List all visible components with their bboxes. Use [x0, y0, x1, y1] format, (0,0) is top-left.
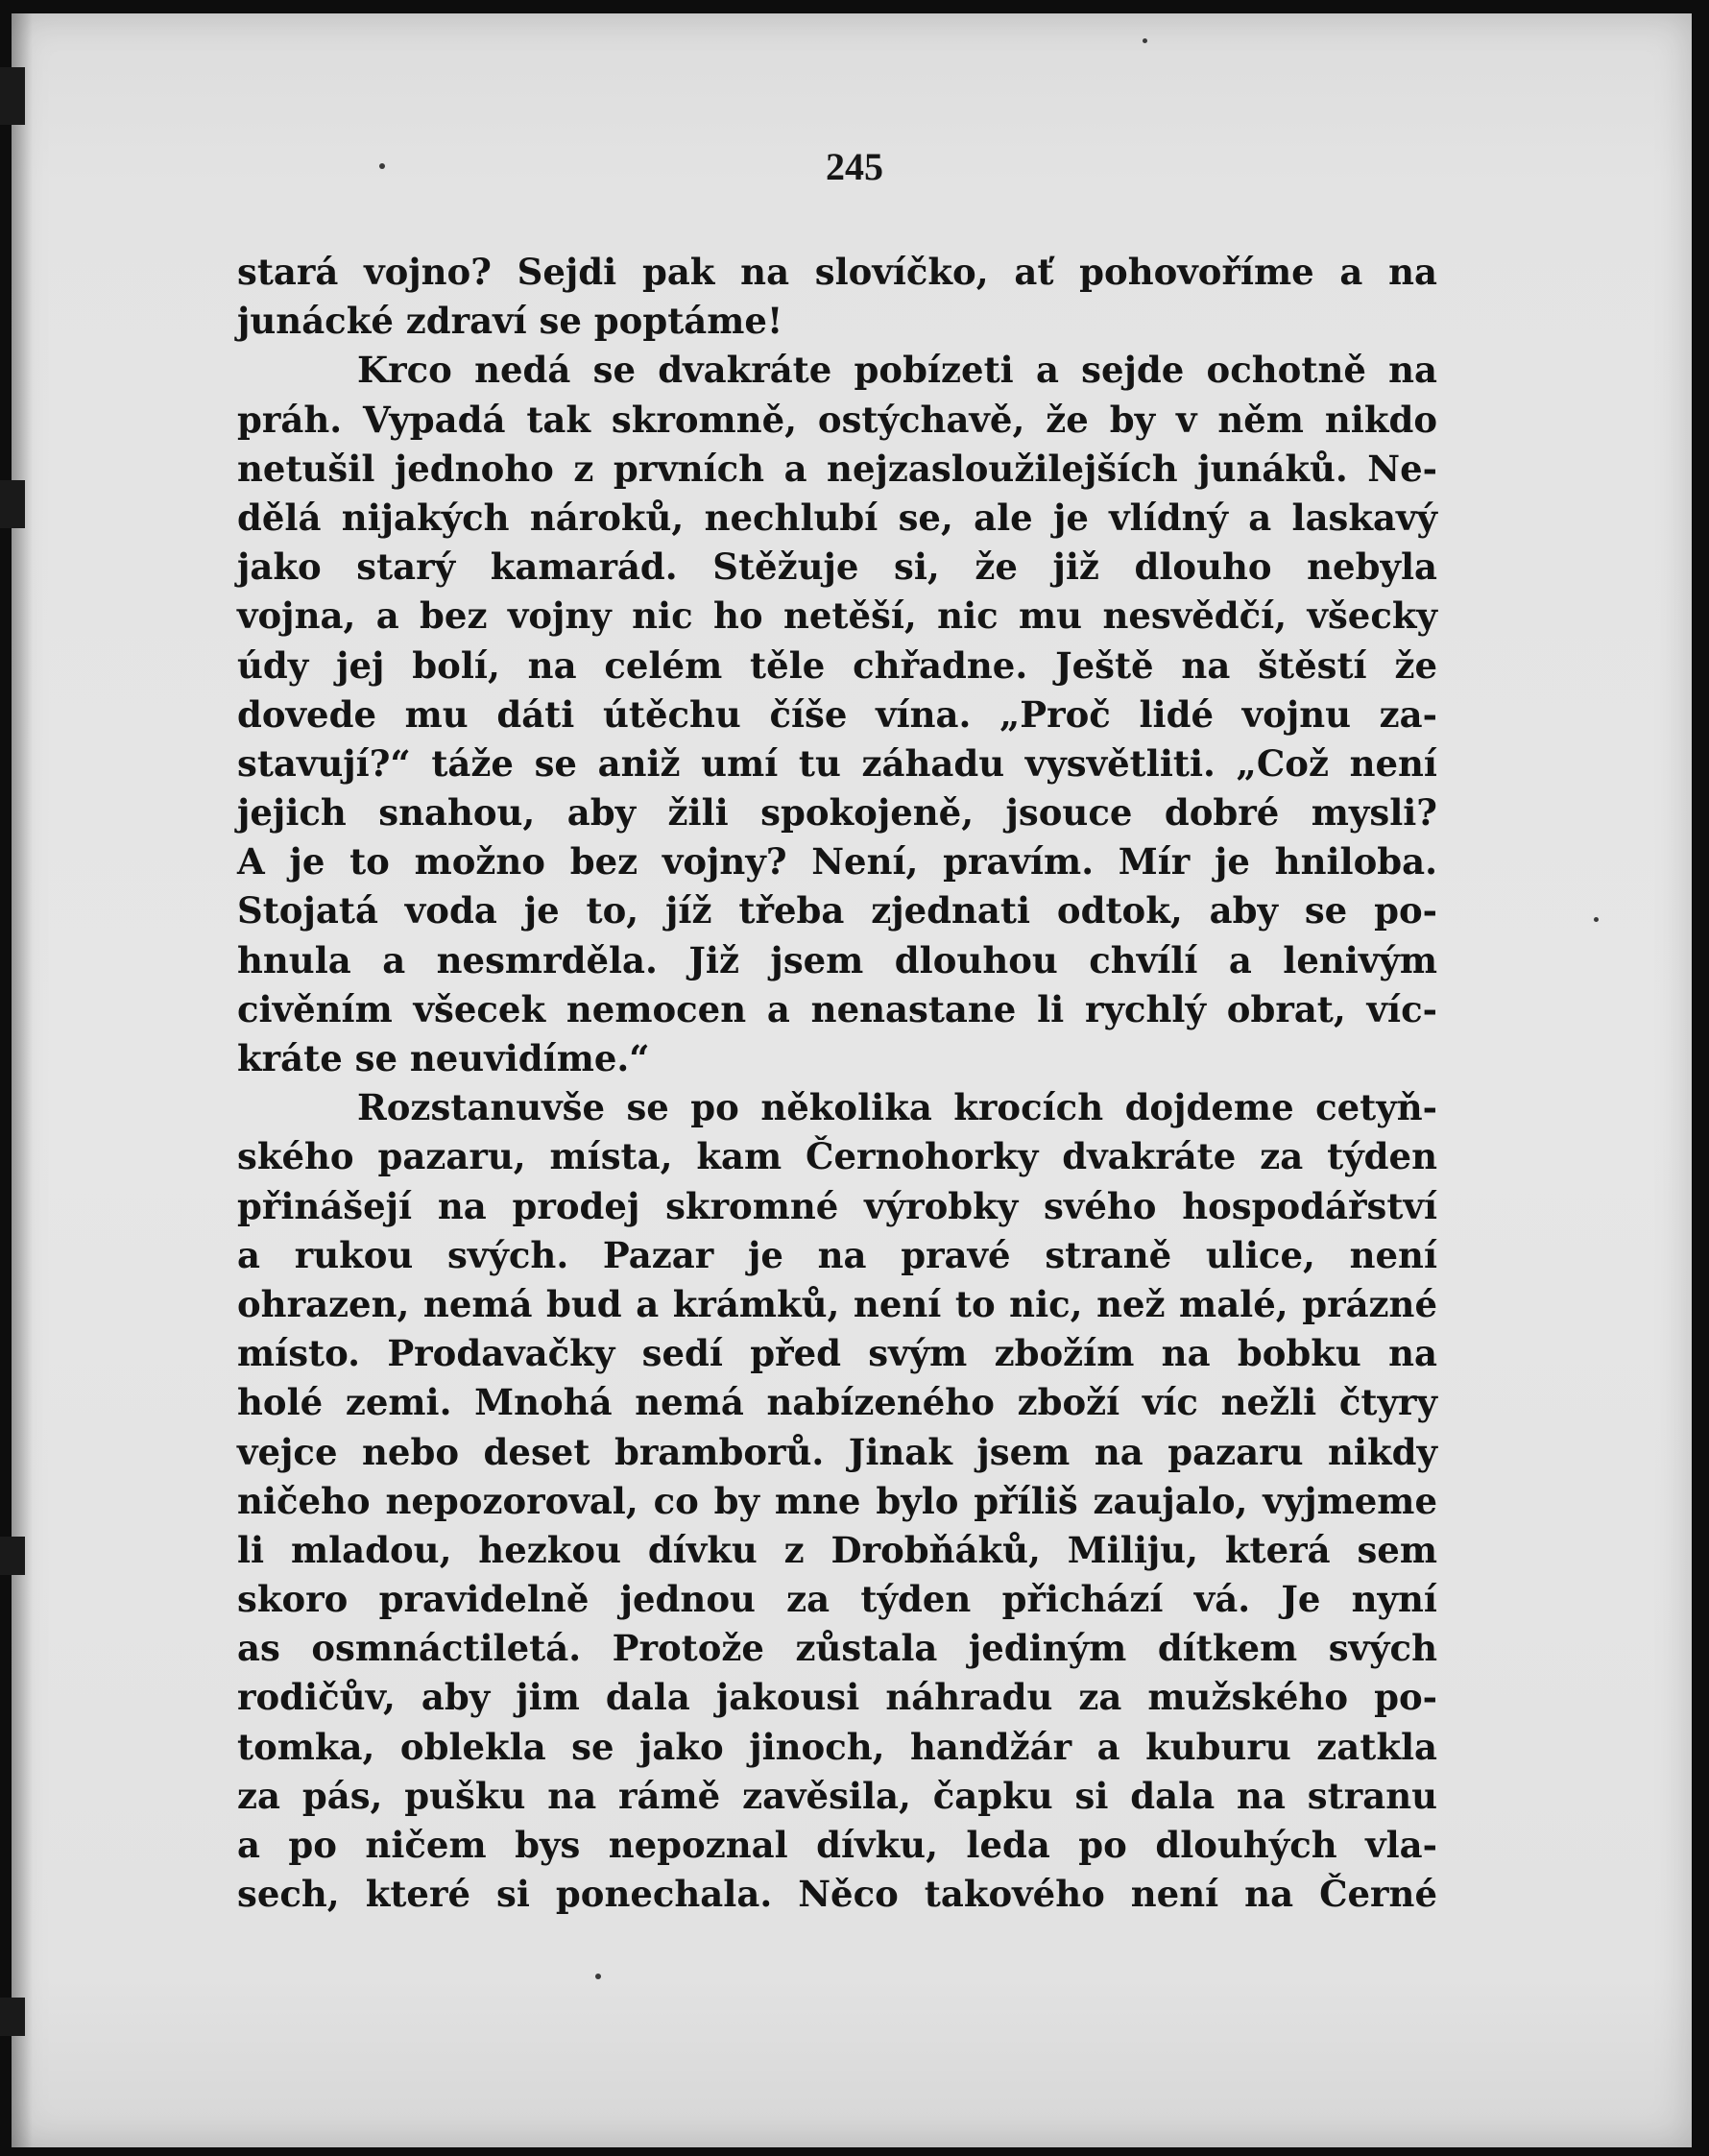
text-line: li mladou, hezkou dívku z Drobňáků, Miliju, která sem: [237, 1528, 1437, 1571]
page-number: 245: [826, 145, 883, 188]
text-line: vojna, a bez vojny nic ho netěší, nic mu nesvědčí, všecky: [237, 594, 1437, 638]
paper-speck: [379, 163, 385, 169]
text-line: A je to možno bez vojny? Není, pravím. Mír je hniloba.: [237, 840, 1437, 884]
text-line: kráte se neuvidíme.“: [237, 1037, 650, 1079]
text-line: holé zemi. Mnohá nemá nabízeného zboží víc nežli čtyry: [237, 1381, 1437, 1424]
text-line: ského pazaru, místa, kam Černohorky dvakráte za týden: [237, 1135, 1437, 1178]
text-line: jejich snahou, aby žili spokojeně, jsouce dobré mysli?: [237, 791, 1437, 835]
text-line: vejce nebo deset bramborů. Jinak jsem na pazaru nikdy: [237, 1430, 1437, 1473]
text-line: junácké zdraví se poptáme!: [237, 300, 783, 343]
text-line: místo. Prodavačky sedí před svým zbožím na bobku na: [237, 1332, 1437, 1375]
paper-speck: [595, 1974, 601, 1979]
text-line: dělá nijakých nároků, nechlubí se, ale je vlídný a laskavý: [237, 496, 1437, 539]
text-line: stavují?“ táže se aniž umí tu záhadu vysvětliti. „Což není: [237, 741, 1437, 785]
text-line: Stojatá voda je to, jíž třeba zjednati odtok, aby se po-: [237, 889, 1437, 933]
binding-thread-mark: [0, 480, 25, 528]
paper-speck: [1594, 917, 1599, 922]
text-line: stará vojno? Sejdi pak na slovíčko, ať pohovoříme a na: [237, 251, 1437, 293]
text-line: netušil jednoho z prvních a nejzasloužilejších junáků. Ne-: [237, 447, 1437, 490]
paper-speck: [1143, 38, 1147, 43]
text-line: skoro pravidelně jednou za týden přichází vá. Je nyní: [237, 1578, 1437, 1621]
text-line: práh. Vypadá tak skromně, ostýchavě, že by v něm nikdo: [237, 398, 1437, 441]
text-line: údy jej bolí, na celém těle chřadne. Ještě na štěstí že: [237, 643, 1437, 687]
text-line: sech, které si ponechala. Něco takového není na Černé: [237, 1873, 1437, 1916]
binding-thread-mark: [0, 1537, 25, 1575]
text-line: a po ničem bys nepoznal dívku, leda po dlouhých vla-: [237, 1824, 1437, 1866]
text-line: přinášejí na prodej skromné výrobky svého hospodářství: [237, 1184, 1437, 1227]
text-line: Rozstanuvše se po několika krocích dojdeme cetyň-: [357, 1086, 1437, 1129]
text-line: hnula a nesmrděla. Již jsem dlouhou chvílí a lenivým: [237, 938, 1437, 981]
text-line: dovede mu dáti útěchu číše vína. „Proč lidé vojnu za-: [237, 692, 1437, 736]
text-line: za pás, pušku na rámě zavěsila, čapku si dala na stranu: [237, 1774, 1437, 1817]
binding-thread-mark: [0, 1998, 25, 2036]
text-line: a rukou svých. Pazar je na pravé straně ulice, není: [237, 1233, 1437, 1276]
text-line: jako starý kamarád. Stěžuje si, že již dlouho nebyla: [237, 545, 1437, 589]
text-line: rodičův, aby jim dala jakousi náhradu za mužského po-: [237, 1676, 1437, 1719]
text-line: ničeho nepozoroval, co by mne bylo příliš zaujalo, vyjmeme: [237, 1479, 1437, 1522]
text-line: ohrazen, nemá bud a krámků, není to nic, než malé, prázné: [237, 1282, 1437, 1325]
text-line: civěním všecek nemocen a nenastane li rychlý obrat, víc-: [237, 987, 1437, 1030]
text-line: tomka, oblekla se jako jinoch, handžár a kuburu zatkla: [237, 1725, 1437, 1768]
binding-thread-mark: [0, 67, 25, 125]
page-gutter-shadow: [12, 13, 33, 2147]
body-text: [237, 248, 1437, 1919]
text-line: as osmnáctiletá. Protože zůstala jediným dítkem svých: [237, 1627, 1437, 1670]
text-line: Krco nedá se dvakráte pobízeti a sejde ochotně na: [357, 349, 1437, 392]
